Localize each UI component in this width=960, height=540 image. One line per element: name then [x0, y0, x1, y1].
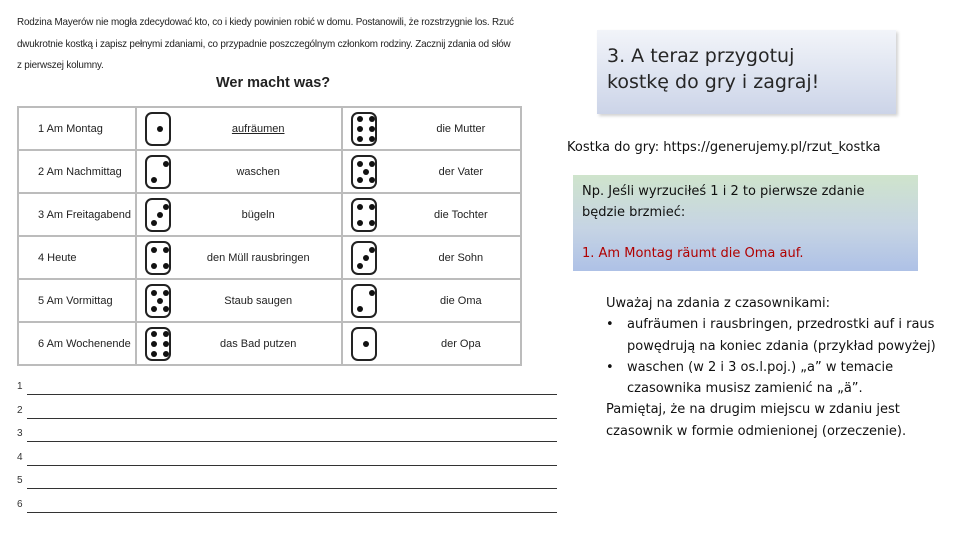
- die-4-icon: [351, 198, 377, 232]
- answer-number: 1: [17, 381, 23, 392]
- die-3-icon: [145, 198, 171, 232]
- die-pip: [151, 177, 157, 183]
- answer-rule: [27, 512, 557, 513]
- die-cell: [136, 150, 176, 193]
- die-pip: [157, 298, 163, 304]
- notes-item-text: aufräumen i rausbringen, przedrostki auf i raus powędrują na koniec zdania (przykład powyżej): [627, 317, 936, 354]
- answer-line[interactable]: [17, 495, 557, 519]
- answer-lines: [17, 377, 557, 519]
- person-cell: die Mutter: [382, 107, 521, 150]
- die-6-icon: [145, 327, 171, 361]
- die-pip: [151, 220, 157, 226]
- slide-title-line: kostkę do gry i zagraj!: [607, 71, 820, 93]
- slide-title-line: 3. A teraz przygotuj: [607, 45, 795, 67]
- bullet-icon: •: [606, 359, 614, 375]
- example-box: [573, 175, 918, 271]
- die-pip: [151, 306, 157, 312]
- time-cell: 2 Am Nachmittag: [18, 150, 136, 193]
- activity-cell: das Bad putzen: [176, 322, 342, 365]
- time-cell: 5 Am Vormittag: [18, 279, 136, 322]
- answer-line[interactable]: [17, 471, 557, 495]
- die-1-icon: [351, 327, 377, 361]
- die-5-icon: [145, 284, 171, 318]
- die-pip: [369, 161, 375, 167]
- answer-number: 4: [17, 451, 23, 463]
- answer-rule: [27, 441, 557, 442]
- die-4-icon: [145, 241, 171, 275]
- die-pip: [151, 351, 157, 357]
- notes-heading: Uważaj na zdania z czasownikami:: [606, 296, 831, 311]
- person-cell: der Opa: [382, 322, 521, 365]
- die-cell: [136, 322, 176, 365]
- die-pip: [163, 341, 169, 347]
- person-cell: der Vater: [382, 150, 521, 193]
- die-pip: [163, 331, 169, 337]
- die-pip: [363, 169, 369, 175]
- die-pip: [151, 290, 157, 296]
- die-pip: [163, 161, 169, 167]
- die-cell: [342, 322, 382, 365]
- notes-block: [606, 293, 936, 442]
- die-pip: [163, 263, 169, 269]
- die-cell: [342, 193, 382, 236]
- die-pip: [357, 126, 363, 132]
- die-pip: [369, 290, 375, 296]
- answer-line[interactable]: [17, 377, 557, 401]
- die-pip: [357, 177, 363, 183]
- die-cell: [342, 236, 382, 279]
- die-3-icon: [351, 241, 377, 275]
- answer-number: 6: [17, 498, 23, 510]
- die-pip: [151, 331, 157, 337]
- worksheet-title: Wer macht was?: [216, 75, 331, 91]
- answer-number: 2: [17, 404, 23, 416]
- die-pip: [163, 351, 169, 357]
- answer-line[interactable]: [17, 448, 557, 472]
- activity-cell: den Müll rausbringen: [176, 236, 342, 279]
- intro-line: Rodzina Mayerów nie mogła zdecydować kto, co i kiedy powinien robić w domu. Postanowili, że rozstrzygnie los. Rzuć: [17, 17, 514, 28]
- example-line: Np. Jeśli wyrzuciłeś 1 i 2 to pierwsze zdanie: [582, 184, 865, 199]
- die-pip: [157, 126, 163, 132]
- time-cell: 4 Heute: [18, 236, 136, 279]
- die-pip: [163, 290, 169, 296]
- die-pip: [151, 263, 157, 269]
- answer-line[interactable]: [17, 401, 557, 425]
- worksheet-intro: [17, 12, 531, 77]
- die-pip: [357, 116, 363, 122]
- die-cell: [136, 236, 176, 279]
- intro-line: z pierwszej kolumny.: [17, 60, 104, 71]
- time-cell: 3 Am Freitagabend: [18, 193, 136, 236]
- die-pip: [163, 204, 169, 210]
- die-pip: [369, 126, 375, 132]
- die-pip: [357, 306, 363, 312]
- die-pip: [163, 306, 169, 312]
- example-answer: 1. Am Montag räumt die Oma auf.: [582, 246, 804, 261]
- activity-cell: bügeln: [176, 193, 342, 236]
- die-5-icon: [351, 155, 377, 189]
- answer-rule: [27, 488, 557, 489]
- die-cell: [342, 150, 382, 193]
- die-pip: [151, 341, 157, 347]
- die-2-icon: [351, 284, 377, 318]
- dice-link[interactable]: Kostka do gry: https://generujemy.pl/rzut_kostka: [567, 140, 881, 155]
- activity-table: [17, 106, 522, 366]
- die-6-icon: [351, 112, 377, 146]
- die-pip: [357, 204, 363, 210]
- intro-line: dwukrotnie kostką i zapisz pełnymi zdaniami, co przypadnie poszczególnym członkom rodziny. Zacznij zdania od słów: [17, 38, 511, 50]
- notes-item-text: waschen (w 2 i 3 os.l.poj.) „a” w temacie czasownika musisz zamienić na „ä”.: [627, 359, 894, 397]
- die-pip: [163, 247, 169, 253]
- die-pip: [369, 177, 375, 183]
- die-pip: [151, 247, 157, 253]
- notes-item: [606, 357, 936, 400]
- die-cell: [136, 193, 176, 236]
- person-cell: die Oma: [382, 279, 521, 322]
- table-row: [18, 279, 521, 322]
- die-pip: [363, 341, 369, 347]
- answer-rule: [27, 465, 557, 466]
- table-row: [18, 150, 521, 193]
- die-pip: [363, 255, 369, 261]
- table-row: [18, 322, 521, 365]
- die-1-icon: [145, 112, 171, 146]
- notes-footer: Pamiętaj, że na drugim miejscu w zdaniu jest czasownik w formie odmienionej (orzeczenie).: [606, 402, 907, 439]
- table-row: [18, 193, 521, 236]
- die-pip: [157, 212, 163, 218]
- die-pip: [369, 220, 375, 226]
- answer-line[interactable]: [17, 424, 557, 448]
- die-pip: [357, 161, 363, 167]
- person-cell: der Sohn: [382, 236, 521, 279]
- notes-list: [606, 314, 936, 399]
- answer-number: 5: [17, 475, 23, 487]
- die-cell: [342, 279, 382, 322]
- person-cell: die Tochter: [382, 193, 521, 236]
- time-cell: 6 Am Wochenende: [18, 322, 136, 365]
- answer-number: 3: [17, 428, 23, 440]
- die-cell: [342, 107, 382, 150]
- die-pip: [369, 204, 375, 210]
- table-row: [18, 236, 521, 279]
- bullet-icon: •: [606, 317, 614, 333]
- die-pip: [357, 220, 363, 226]
- answer-rule: [27, 394, 557, 395]
- die-pip: [357, 263, 363, 269]
- activity-cell: aufräumen: [176, 107, 342, 150]
- die-pip: [369, 136, 375, 142]
- time-cell: 1 Am Montag: [18, 107, 136, 150]
- example-line: będzie brzmieć:: [582, 205, 686, 220]
- table-row: [18, 107, 521, 150]
- die-pip: [369, 247, 375, 253]
- slide-title-box: [597, 30, 896, 114]
- die-pip: [357, 136, 363, 142]
- die-2-icon: [145, 155, 171, 189]
- notes-item: [606, 314, 936, 357]
- activity-cell: waschen: [176, 150, 342, 193]
- answer-rule: [27, 418, 557, 419]
- activity-cell: Staub saugen: [176, 279, 342, 322]
- die-pip: [369, 116, 375, 122]
- die-cell: [136, 107, 176, 150]
- die-cell: [136, 279, 176, 322]
